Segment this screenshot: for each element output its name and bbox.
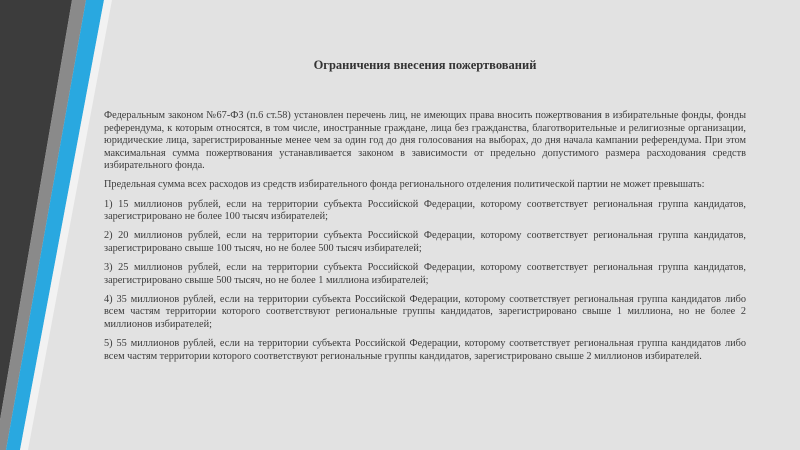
limit-item-4: 4) 35 миллионов рублей, если на территории субъекта Российской Федерации, которому соответствует региональная группа кандидатов либо всем частям территории которого соответствуют региональные группы кандидатов, зарегистрировано свыше 1 миллиона, но не более 2 миллионов избирателей; [104,293,746,330]
limit-item-2: 2) 20 миллионов рублей, если на территории субъекта Российской Федерации, которому соответствует региональная группа кандидатов, зарегистрировано свыше 100 тысяч, но не более 500 тысяч избирателей; [104,230,746,254]
slide-title: Ограничения внесения пожертвований [313,58,537,72]
limit-item-1: 1) 15 миллионов рублей, если на территории субъекта Российской Федерации, которому соответствует региональная группа кандидатов, зарегистрировано не более 100 тысяч избирателей; [104,198,746,223]
limit-item-3: 3) 25 миллионов рублей, если на территории субъекта Российской Федерации, которому соответствует региональная группа кандидатов, зарегистрировано свыше 500 тысяч, но не более 1 миллиона избирателей; [104,261,746,286]
decorative-stripes [0,0,120,450]
limit-item-5: 5) 55 миллионов рублей, если на территории субъекта Российской Федерации, которому соответствует региональная группа кандидатов либо всем частям территории которого соответствуют региональные группы кандидатов, зарегистрировано свыше 2 миллионов избирателей. [104,337,746,362]
limit-intro-paragraph: Предельная сумма всех расходов из средств избирательного фонда регионального отделения политической партии не может превышать: [104,179,705,191]
intro-paragraph: Федеральным законом №67-ФЗ (п.6 ст.58) установлен перечень лиц, не имеющих права вносить пожертвования в избирательные фонды, фонды референдума, к которым относятся, в том числе, иностранные граждане, лица без гражданства, благотворительные и религиозные организации, юридические лица, зарегистрированные менее чем за один год до дня голосования на выборах, до дня начала кампании референдума. При этом максимальная сумма пожертвования устанавливается законом в зависимости от предельно допустимого размера расходования средств избирательного фонда. [104,110,746,172]
slide-content [104,110,746,370]
